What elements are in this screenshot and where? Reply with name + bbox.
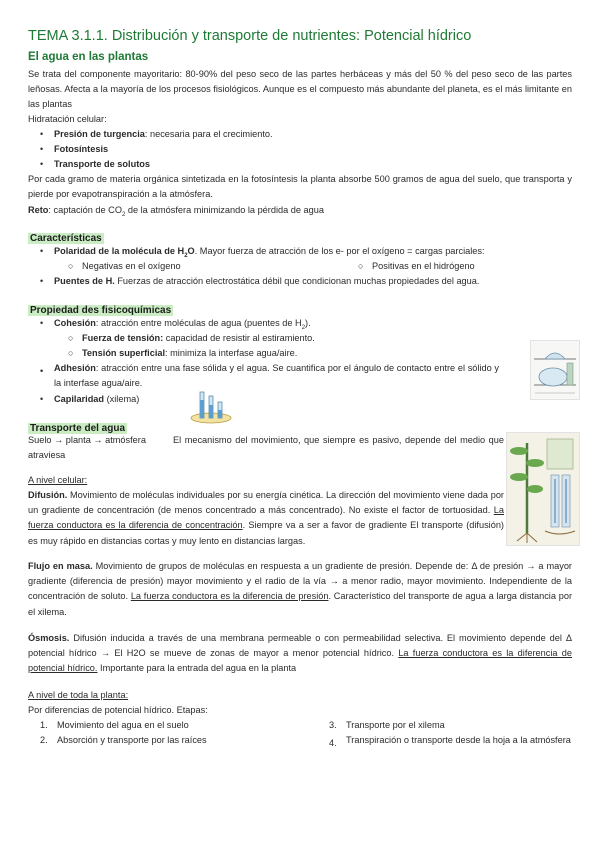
list-item: ○ Positivas en el hidrógeno [358,259,475,274]
nivel-celular-label: A nivel celular: [28,475,88,485]
capillarity-figure [186,388,236,424]
list-item: • Fotosíntesis [40,142,108,157]
list-item: • Cohesión: atracción entre moléculas de agua (puentes de $H_2$). [40,318,311,331]
nivel-planta-label: A nivel de toda la planta: [28,690,129,700]
flujo-paragraph: Flujo en masa. Movimiento de grupos de moléculas en respuesta a un gradiente de presión. Depende de: Δ de presión → a mayor gradiente (diferencia de presión) mayor movimiento y el radio de la vía → a menor radio, mayor movimiento. Independiente de la concentración de soluto. La fuerza conductora es la diferencia de presión. Característico del transporte de agua a larga distancia por el xilema. [28,561,572,617]
difusion-paragraph: Difusión. Movimiento de moléculas individuales por su energía cinética. La dirección del movimiento viene dada por un gradiente de concentración (de menos concentrado a más concentrado). No existe el factor de tortuosidad. La fuerza conductora es la diferencia de concentración. Siempre va a ser a favor de gradiente El transporte (difusión) es muy rápido en distancias cortas y muy lento en distancias largas. [28,490,504,546]
gramo-paragraph: Por cada gramo de materia orgánica sintetizada en la fotosíntesis la planta absorbe 500 gramos de agua del suelo, que transporta y pierde por evapotranspiración a la atmósfera. [28,174,572,200]
circle-bullet-icon: ○ [68,333,74,343]
bullet-icon: • [40,366,44,376]
reto-line: Reto: captación de $CO_2$ de la atmósfera minimizando la pérdida de agua [28,205,324,218]
agua-paragraph: Se trata del componente mayoritario: 80-90% del peso seco de las partes herbáceas y más del 50 % del peso seco de las partes leñosas. Afecta a la mayoría de los procesos fisiológicos. Aunque es el compuesto más abundante del planeta, es el más limitante en las plantas [28,69,572,110]
capillary-tubes-illustration [186,388,236,424]
bullet-icon: • [40,159,44,169]
list-item: ○ Negativas en el oxígeno [68,259,181,274]
mechanism-text: El mecanismo del movimiento, que siempre es pasivo, depende del medio que atraviesa [28,435,504,461]
plant-xylem-figure [506,432,580,546]
contact-angle-figure [530,340,580,400]
list-item: 2. Absorción y transporte por las raíces [40,735,207,745]
plant-xylem-illustration [507,433,579,545]
circle-bullet-icon: ○ [68,261,74,271]
bullet-icon: • [40,144,44,154]
flow-text: Suelo → planta → atmósfera [28,435,146,445]
bullet-icon: • [40,129,44,139]
list-item: 3. Transporte por el xilema [329,720,445,730]
list-item: • Transporte de solutos [40,157,150,172]
bullet-icon: • [40,246,44,256]
etapas-label: Por diferencias de potencial hídrico. Etapas: [28,705,208,715]
list-number: 4. [329,738,337,748]
hidratacion-label: Hidratación celular: [28,114,107,124]
list-item: Transpiración o transporte desde la hoja a la atmósfera [346,735,571,745]
section-heading-fisico: Propiedad des fisicoquímicas [30,305,172,316]
list-item: ○ Tensión superficial: minimiza la interfase agua/aire. [68,346,297,361]
list-item: • Capilaridad (xilema) [40,392,139,407]
bullet-icon: • [40,318,44,328]
section-heading-transporte: Transporte del agua [30,423,126,434]
list-item: ○ Fuerza de tensión: capacidad de resistir al estiramiento. [68,331,315,346]
adhesion-item: Adhesión: atracción entre una fase sólida y el agua. Se cuantifica por el ángulo de contacto entre el sólido y la interfase agua/aire. [54,363,499,389]
section-heading-caracteristicas: Características [30,233,102,244]
bullet-icon: • [40,394,44,404]
list-item: 1. Movimiento del agua en el suelo [40,720,189,730]
bullet-icon: • [40,276,44,286]
contact-angle-illustration [531,341,579,399]
list-item: • Presión de turgencia: necesaria para el crecimiento. [40,127,273,142]
page-title: TEMA 3.1.1. Distribución y transporte de nutrientes: Potencial hídrico [28,28,472,44]
list-item: • Puentes de H. Fuerzas de atracción electrostática débil que condicionan muchas propiedades del agua. [40,274,479,289]
section-heading-agua: El agua en las plantas [28,51,149,63]
circle-bullet-icon: ○ [68,348,74,358]
osmosis-paragraph: Ósmosis. Difusión inducida a través de una membrana permeable o con permeabilidad selectiva. El movimiento depende del Δ potencial hídrico → El H2O se mueve de zonas de mayor a menor potencial hídrico. La fuerza conductora es la diferencia de potencial hídrico. Importante para la entrada del agua en la planta [28,633,572,674]
list-item: • Polaridad de la molécula de $H_2O$. Mayor fuerza de atracción de los e- por el oxígeno = cargas parciales: [40,246,485,259]
circle-bullet-icon: ○ [358,261,364,271]
